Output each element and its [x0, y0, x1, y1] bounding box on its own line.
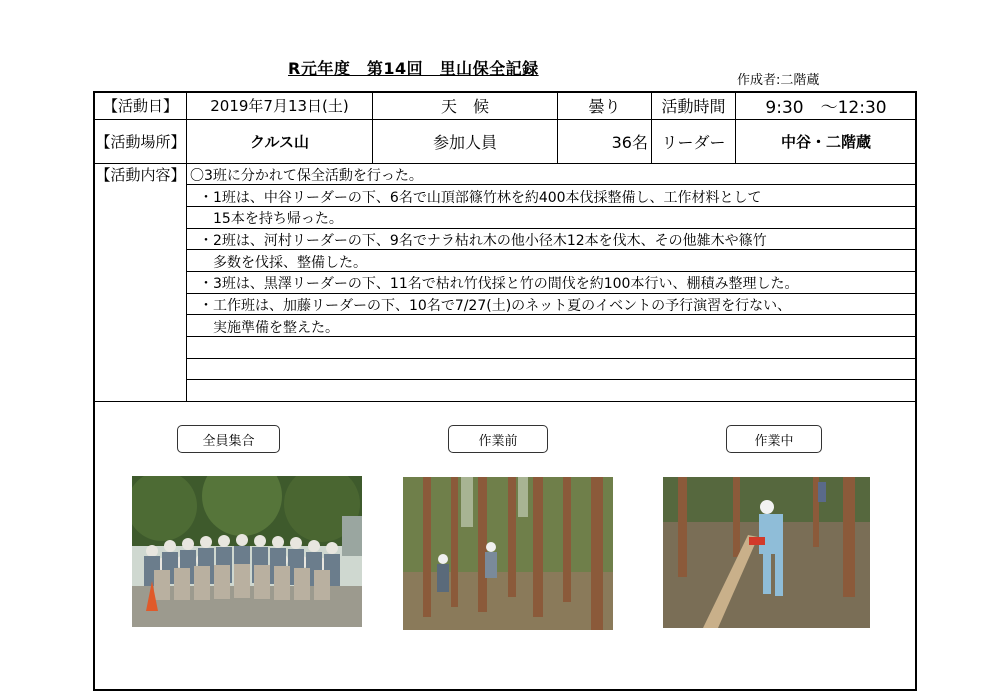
photo-caption: 作業前 — [448, 425, 548, 453]
place-label: 【活動場所】 — [95, 133, 186, 151]
weather-value: 曇り — [588, 97, 621, 116]
time-value: 9:30 ～12:30 — [765, 98, 887, 118]
photo-caption: 全員集合 — [177, 425, 280, 453]
participants-value: 36名 — [611, 133, 648, 152]
content-line: ・工作班は、加藤リーダーの下、10名で7/27(土)のネット夏のイベントの予行演習を行ない、 — [199, 298, 792, 314]
leader-label: リーダー — [661, 133, 726, 152]
weather-label: 天 候 — [440, 97, 489, 116]
forest-before-photo — [403, 477, 613, 630]
content-label: 【活動内容】 — [95, 165, 186, 184]
content-line: ・3班は、黒澤リーダーの下、11名で枯れ竹伐採と竹の間伐を約100本行い、棚積み整理した。 — [199, 276, 799, 292]
leader-value: 中谷・二階蔵 — [780, 133, 871, 151]
content-divider — [186, 358, 917, 359]
date-label: 【活動日】 — [102, 97, 178, 115]
participants-label: 参加人員 — [432, 133, 497, 152]
content-line: 15本を持ち帰った。 — [199, 211, 343, 227]
content-divider — [186, 379, 917, 380]
date-value: 2019年7月13日(土) — [210, 97, 349, 115]
content-line: ・2班は、河村リーダーの下、9名でナラ枯れ木の他小径木12本を伐木、その他雑木や篠竹 — [199, 233, 767, 249]
content-line: 〇3班に分かれて保全活動を行った。 — [190, 168, 423, 184]
content-divider — [186, 228, 917, 229]
content-divider — [186, 293, 917, 294]
content-line: 多数を伐採、整備した。 — [199, 255, 367, 271]
table-divider — [93, 401, 917, 402]
group-photo — [132, 476, 362, 627]
record-title: R元年度 第14回 里山保全記録 — [288, 59, 539, 78]
time-label: 活動時間 — [661, 97, 726, 116]
author-label: 作成者:二階蔵 — [737, 73, 820, 88]
table-divider — [93, 163, 917, 164]
working-photo — [663, 477, 870, 628]
place-value: クルス山 — [249, 133, 310, 151]
content-line: 実施準備を整えた。 — [199, 320, 339, 336]
content-line: ・1班は、中谷リーダーの下、6名で山頂部篠竹林を約400本伐採整備し、工作材料として — [199, 190, 762, 206]
photo-caption: 作業中 — [726, 425, 822, 453]
